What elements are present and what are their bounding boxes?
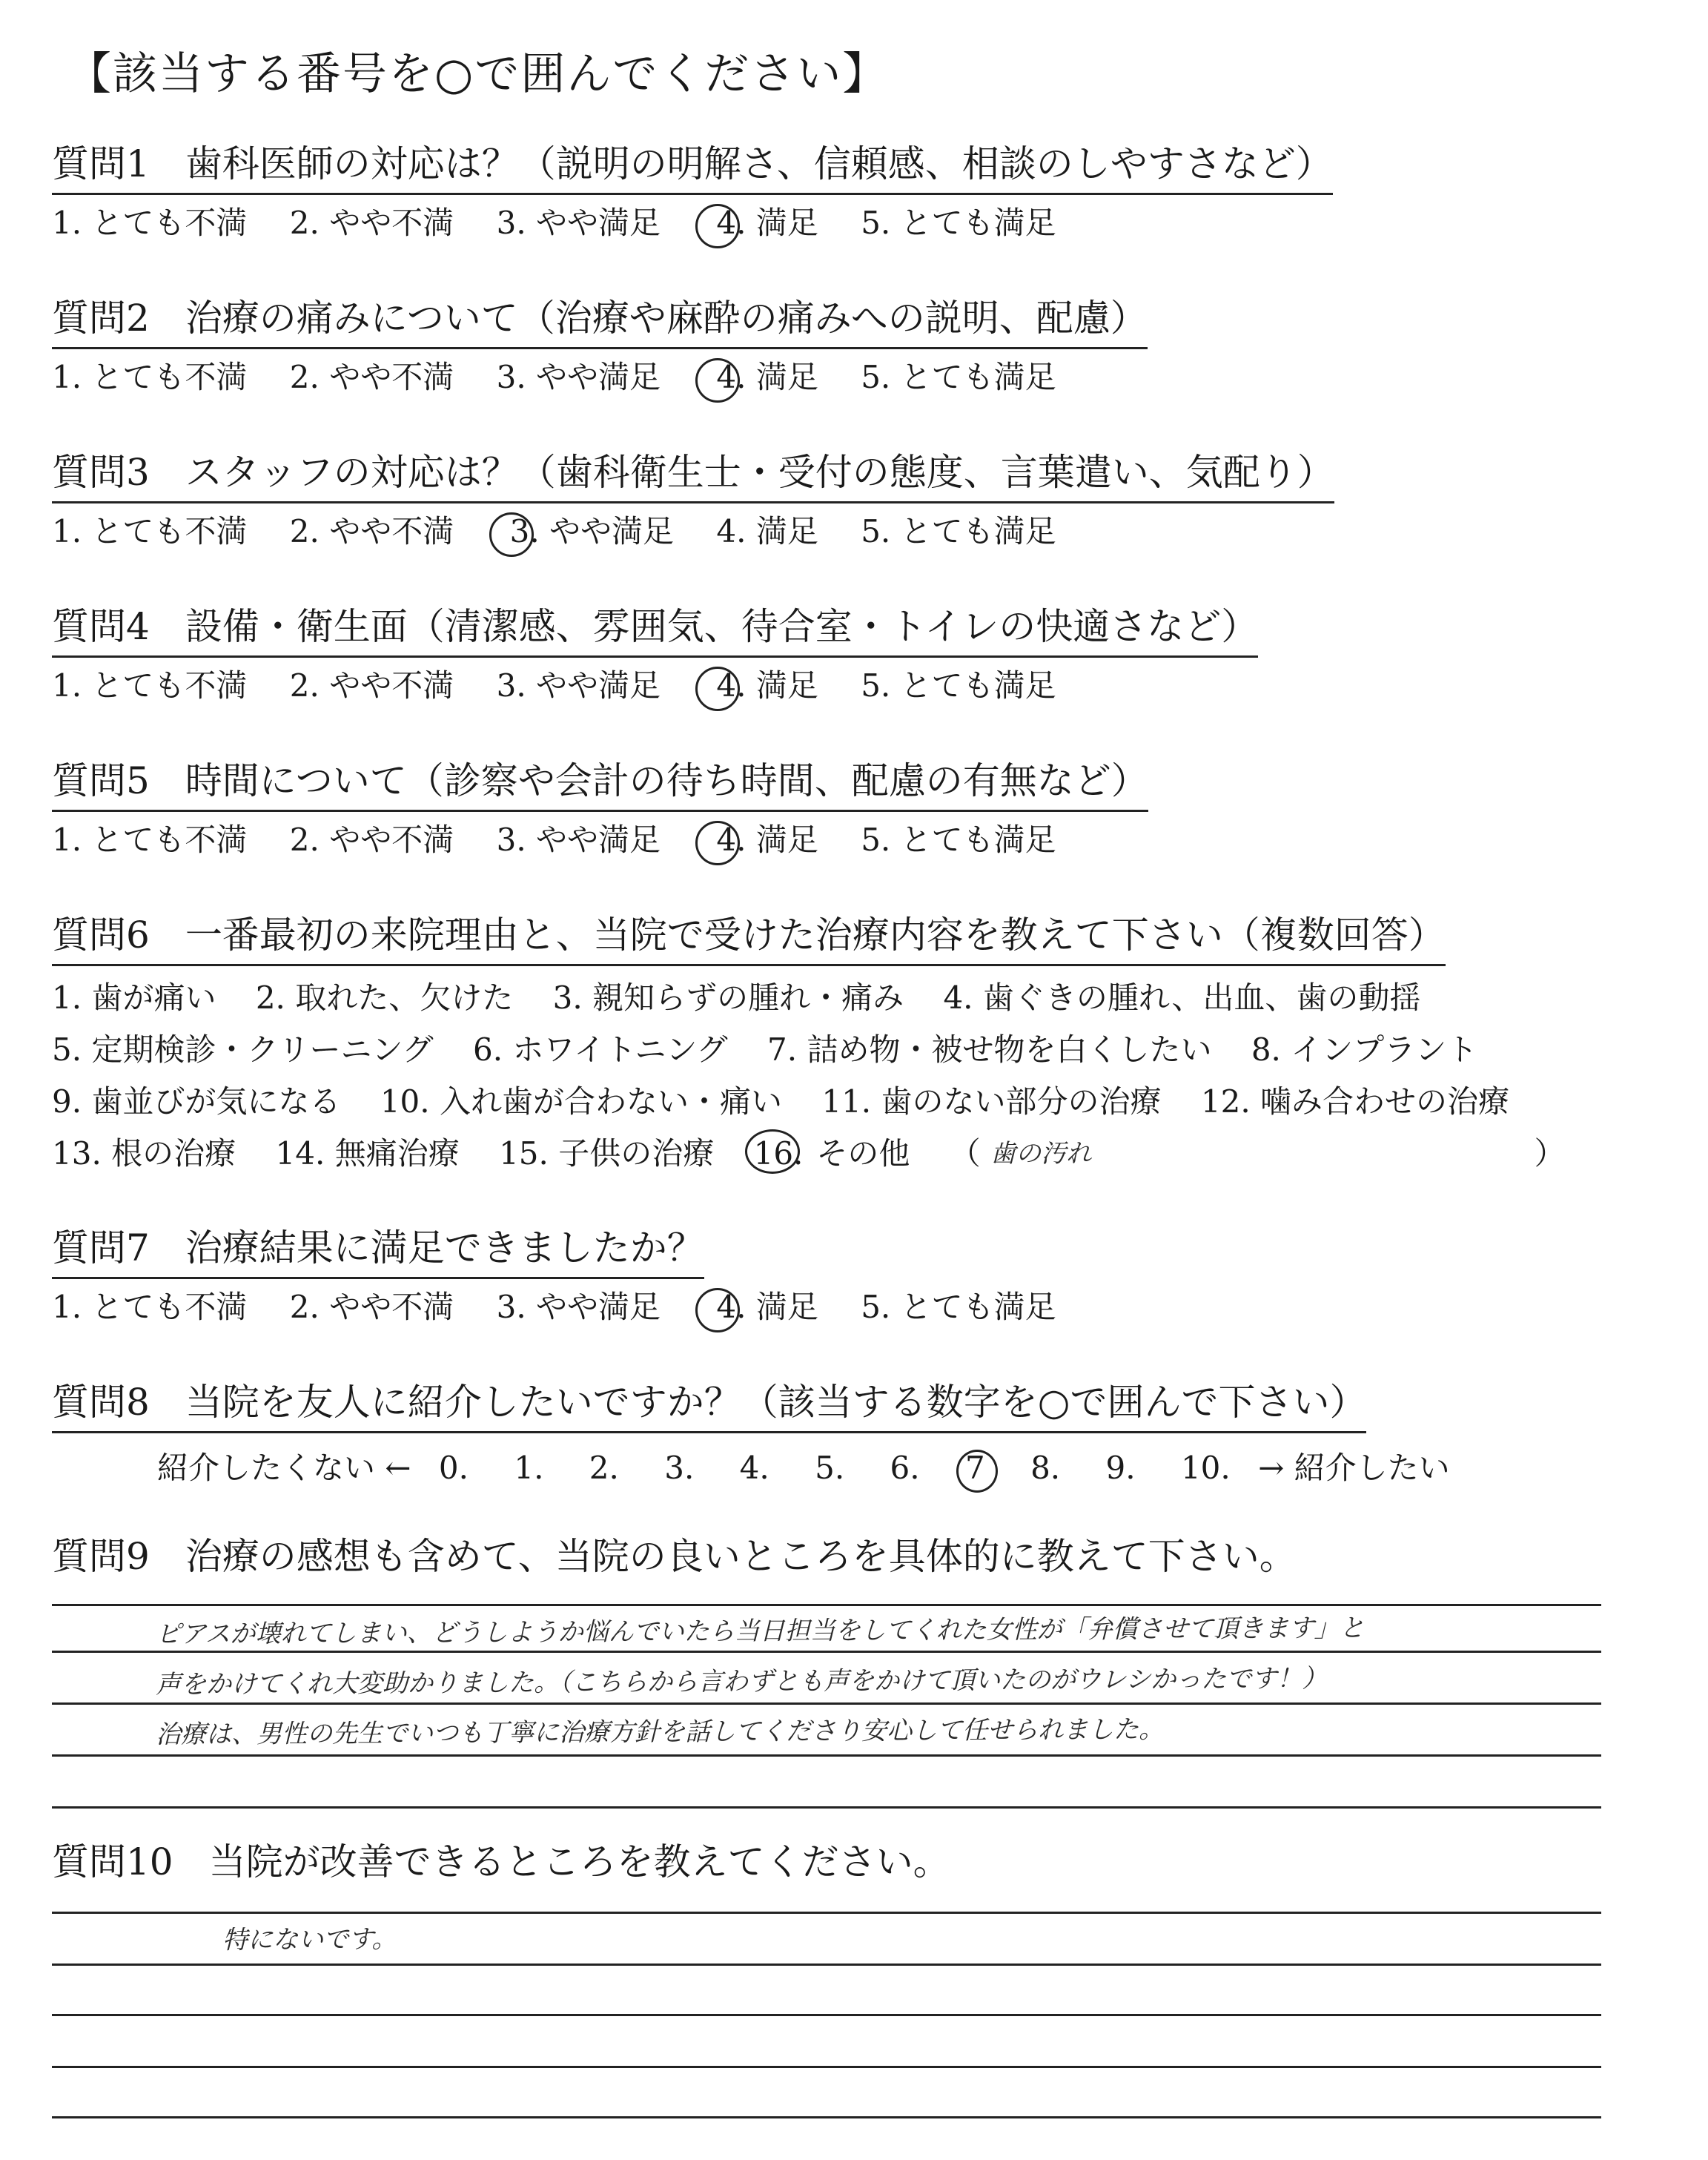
q2-option-2[interactable]: 2. やや不満 bbox=[289, 359, 454, 395]
question-7-options bbox=[52, 1287, 1089, 1328]
q8-point-6[interactable]: 6. bbox=[890, 1450, 920, 1486]
q4-option-5[interactable]: 5. とても満足 bbox=[861, 667, 1056, 704]
question-2-label: 質問2 bbox=[52, 297, 150, 340]
q6-option-7-number: 7. bbox=[767, 1031, 798, 1068]
q2-option-3[interactable]: 3. やや満足 bbox=[496, 359, 661, 395]
q9-answer-line-1[interactable]: ピアスが壊れてしまい、どうしようか悩んでいたら当日担当をしてくれた女性が「弁償させて頂きます」と bbox=[155, 1613, 1365, 1650]
q6-option-12-number: 12. bbox=[1200, 1083, 1251, 1120]
q6-option-12[interactable] bbox=[1201, 1076, 1509, 1128]
q6-option-5-text: 定期検診・クリーニング bbox=[91, 1031, 434, 1068]
q6-option-11-text: 歯のない部分の治療 bbox=[881, 1083, 1162, 1120]
q4-option-4-label: 4. 満足 bbox=[716, 667, 818, 704]
question-10-text: 当院が改善できるところを教えてください。 bbox=[208, 1840, 950, 1883]
q7-option-4-label: 4. 満足 bbox=[716, 1289, 818, 1325]
q8-point-10[interactable]: 10. bbox=[1180, 1450, 1231, 1486]
q4-option-4-selected[interactable] bbox=[703, 665, 818, 707]
question-10 bbox=[52, 1839, 950, 1891]
q7-option-4-selected[interactable] bbox=[703, 1287, 818, 1328]
q7-option-3[interactable]: 3. やや満足 bbox=[496, 1289, 661, 1325]
q6-option-10-text: 入れ歯が合わない・痛い bbox=[439, 1083, 782, 1120]
q5-option-5[interactable]: 5. とても満足 bbox=[861, 822, 1056, 858]
q1-option-2[interactable]: 2. やや不満 bbox=[289, 205, 454, 241]
question-2-text: 治療の痛みについて（治療や麻酔の痛みへの説明、配慮） bbox=[185, 297, 1148, 340]
q6-option-1[interactable] bbox=[52, 972, 216, 1024]
question-10-label: 質問10 bbox=[52, 1840, 173, 1883]
q9-answer-rule-1 bbox=[52, 1604, 1601, 1606]
q5-option-4-selected[interactable] bbox=[703, 819, 818, 861]
q8-point-7-selected[interactable]: 7 bbox=[964, 1450, 985, 1486]
q3-option-5[interactable]: 5. とても満足 bbox=[861, 513, 1056, 549]
q9-answer-rule-2 bbox=[52, 1651, 1601, 1653]
q1-option-4-label: 4. 満足 bbox=[716, 205, 818, 241]
other-open-paren: （ bbox=[949, 1135, 981, 1172]
question-7-title bbox=[52, 1225, 704, 1279]
q8-point-8[interactable]: 8. bbox=[1030, 1450, 1061, 1486]
q8-point-5[interactable]: 5. bbox=[815, 1450, 845, 1486]
question-5-label: 質問5 bbox=[52, 759, 150, 802]
question-1 bbox=[52, 141, 1333, 244]
q4-option-1[interactable]: 1. とても不満 bbox=[52, 667, 248, 704]
question-1-label: 質問1 bbox=[52, 142, 150, 185]
question-3-label: 質問3 bbox=[52, 451, 150, 494]
q3-option-4[interactable]: 4. 満足 bbox=[716, 513, 818, 549]
q6-option-5-number: 5. bbox=[52, 1031, 82, 1068]
question-4-text: 設備・衛生面（清潔感、雰囲気、待合室・トイレの快適さなど） bbox=[185, 605, 1259, 648]
q8-point-0[interactable]: 0. bbox=[438, 1450, 469, 1486]
question-1-options bbox=[52, 202, 1333, 244]
q6-option-6-text: ホワイトニング bbox=[512, 1031, 728, 1068]
question-9 bbox=[52, 1533, 1297, 1585]
q6-option-7-text: 詰め物・被せ物を白くしたい bbox=[807, 1031, 1212, 1068]
q3-option-3-label: 3. やや満足 bbox=[509, 513, 675, 549]
q6-option-7[interactable] bbox=[767, 1024, 1211, 1076]
q6-option-13[interactable] bbox=[52, 1128, 236, 1180]
q7-option-5[interactable]: 5. とても満足 bbox=[861, 1289, 1056, 1325]
q2-option-4-label: 4. 満足 bbox=[716, 359, 818, 395]
q1-option-5[interactable]: 5. とても満足 bbox=[861, 205, 1056, 241]
q10-answer-rule-3 bbox=[52, 2014, 1601, 2016]
question-6-options bbox=[52, 972, 1566, 1180]
q6-option-9[interactable] bbox=[52, 1076, 340, 1128]
q10-answer-rule-5 bbox=[52, 2116, 1601, 2118]
q6-option-16-text: その他 bbox=[816, 1135, 910, 1172]
q3-option-3-selected[interactable] bbox=[497, 511, 674, 552]
q6-option-9-number: 9. bbox=[52, 1083, 82, 1120]
q6-option-10-number: 10. bbox=[380, 1083, 430, 1120]
q6-row-4 bbox=[52, 1128, 1566, 1180]
q6-option-13-number: 13. bbox=[52, 1135, 102, 1172]
q9-answer-rule-4 bbox=[52, 1754, 1601, 1757]
question-7-label: 質問7 bbox=[52, 1226, 150, 1269]
q10-answer-rule-1 bbox=[52, 1912, 1601, 1914]
q6-option-10[interactable] bbox=[380, 1076, 782, 1128]
q6-option-8-number: 8. bbox=[1251, 1031, 1281, 1068]
q6-option-15-number: 15. bbox=[499, 1135, 549, 1172]
q5-option-3[interactable]: 3. やや満足 bbox=[496, 822, 661, 858]
q6-option-5[interactable] bbox=[52, 1024, 434, 1076]
q2-option-4-selected[interactable] bbox=[703, 357, 818, 398]
question-3-options bbox=[52, 511, 1334, 552]
q2-option-1[interactable]: 1. とても不満 bbox=[52, 359, 248, 395]
q6-other-answer[interactable]: 歯の汚れ bbox=[990, 1139, 1092, 1169]
q8-point-3[interactable]: 3. bbox=[664, 1450, 695, 1486]
q6-option-16-selected[interactable] bbox=[754, 1128, 910, 1180]
q3-option-2[interactable]: 2. やや不満 bbox=[289, 513, 454, 549]
question-8-text: 当院を友人に紹介したいですか？（該当する数字を○で囲んで下さい） bbox=[185, 1381, 1367, 1424]
q7-option-2[interactable]: 2. やや不満 bbox=[289, 1289, 454, 1325]
q1-option-4-selected[interactable] bbox=[703, 202, 818, 244]
question-9-text: 治療の感想も含めて、当院の良いところを具体的に教えて下さい。 bbox=[185, 1535, 1297, 1578]
q6-option-9-text: 歯並びが気になる bbox=[91, 1083, 341, 1120]
q6-option-3-text: 親知らずの腫れ・痛み bbox=[592, 980, 904, 1016]
question-3 bbox=[52, 449, 1334, 552]
q6-option-13-text: 根の治療 bbox=[111, 1135, 236, 1172]
question-6-title bbox=[52, 912, 1446, 966]
q6-option-11-number: 11. bbox=[821, 1083, 872, 1120]
q6-row-3 bbox=[52, 1076, 1566, 1128]
question-5-text: 時間について（診察や会計の待ち時間、配慮の有無など） bbox=[185, 759, 1148, 802]
q6-option-4-text: 歯ぐきの腫れ、出血、歯の動揺 bbox=[982, 980, 1421, 1016]
q6-row-1 bbox=[52, 972, 1566, 1024]
q9-answer-line-3[interactable]: 治療は、男性の先生でいつも丁寧に治療方針を話してくださり安心して任せられました。 bbox=[155, 1714, 1165, 1750]
q6-option-2[interactable] bbox=[256, 972, 513, 1024]
question-1-title bbox=[52, 141, 1333, 195]
question-4-title bbox=[52, 604, 1258, 658]
q6-option-15[interactable] bbox=[499, 1128, 714, 1180]
q9-answer-rule-3 bbox=[52, 1702, 1601, 1705]
q6-option-2-number: 2. bbox=[255, 980, 285, 1016]
question-2 bbox=[52, 295, 1148, 398]
q6-option-8-text: インプラント bbox=[1291, 1031, 1478, 1068]
q8-scale bbox=[52, 1444, 1450, 1488]
q6-option-14-text: 無痛治療 bbox=[334, 1135, 460, 1172]
q10-answer-line-1[interactable]: 特にないです。 bbox=[222, 1924, 397, 1955]
q1-option-3[interactable]: 3. やや満足 bbox=[496, 205, 661, 241]
question-3-text: スタッフの対応は？（歯科衛生士・受付の態度、言葉遣い、気配り） bbox=[185, 451, 1334, 494]
q5-option-4-label: 4. 満足 bbox=[716, 822, 818, 858]
question-9-title bbox=[52, 1533, 1297, 1585]
q8-point-1[interactable]: 1. bbox=[514, 1450, 544, 1486]
q10-answer-rule-4 bbox=[52, 2066, 1601, 2068]
q6-option-11[interactable] bbox=[821, 1076, 1161, 1128]
q1-option-1[interactable]: 1. とても不満 bbox=[52, 205, 248, 241]
question-10-title bbox=[52, 1839, 950, 1891]
q6-option-3[interactable] bbox=[553, 972, 904, 1024]
q6-option-16-number: 16. bbox=[753, 1135, 804, 1172]
q6-option-6-number: 6. bbox=[472, 1031, 503, 1068]
question-6-label: 質問6 bbox=[52, 914, 150, 957]
question-4-label: 質問4 bbox=[52, 605, 150, 648]
q8-right-label: → 紹介したい bbox=[1258, 1450, 1450, 1486]
q4-option-2[interactable]: 2. やや不満 bbox=[289, 667, 454, 704]
q6-option-15-text: 子供の治療 bbox=[558, 1135, 715, 1172]
q4-option-3[interactable]: 3. やや満足 bbox=[496, 667, 661, 704]
question-6 bbox=[52, 912, 1566, 1180]
q6-option-4[interactable] bbox=[943, 972, 1420, 1024]
instruction-heading: 【該当する番号を○で囲んでください】 bbox=[67, 48, 889, 100]
q6-option-2-text: 取れた、欠けた bbox=[295, 980, 514, 1016]
q8-point-9[interactable]: 9. bbox=[1105, 1450, 1136, 1486]
question-1-text: 歯科医師の対応は？（説明の明解さ、信頼感、相談のしやすさなど） bbox=[185, 142, 1333, 185]
question-4 bbox=[52, 604, 1258, 707]
question-5 bbox=[52, 758, 1148, 861]
question-9-label: 質問9 bbox=[52, 1535, 150, 1578]
question-2-title bbox=[52, 295, 1148, 349]
q3-option-1[interactable]: 1. とても不満 bbox=[52, 513, 248, 549]
q8-left-label: 紹介したくない ← bbox=[157, 1450, 411, 1486]
q9-answer-rule-5 bbox=[52, 1806, 1601, 1809]
q9-answer-line-2[interactable]: 声をかけてくれ大変助かりました。（こちらから言わずとも声をかけて頂いたのがウレシかったです！） bbox=[155, 1663, 1328, 1700]
question-4-options bbox=[52, 665, 1258, 707]
question-7-text: 治療結果に満足できましたか？ bbox=[185, 1226, 704, 1269]
q6-row-2 bbox=[52, 1024, 1566, 1076]
question-2-options bbox=[52, 357, 1148, 398]
q6-option-8[interactable] bbox=[1251, 1024, 1477, 1076]
question-8-title bbox=[52, 1379, 1366, 1433]
other-close-paren: ） bbox=[1534, 1135, 1566, 1172]
q6-option-3-number: 3. bbox=[552, 980, 583, 1016]
question-8-label: 質問8 bbox=[52, 1381, 150, 1424]
q6-option-6[interactable] bbox=[473, 1024, 728, 1076]
q5-option-2[interactable]: 2. やや不満 bbox=[289, 822, 454, 858]
q6-option-1-number: 1. bbox=[52, 980, 82, 1016]
question-3-title bbox=[52, 449, 1334, 503]
q7-option-1[interactable]: 1. とても不満 bbox=[52, 1289, 248, 1325]
q6-option-12-text: 噛み合わせの治療 bbox=[1260, 1083, 1510, 1120]
q6-option-4-number: 4. bbox=[943, 980, 973, 1016]
question-6-text: 一番最初の来院理由と、当院で受けた治療内容を教えて下さい（複数回答） bbox=[185, 914, 1446, 957]
q2-option-5[interactable]: 5. とても満足 bbox=[861, 359, 1056, 395]
q8-point-2[interactable]: 2. bbox=[589, 1450, 619, 1486]
q6-option-1-text: 歯が痛い bbox=[91, 980, 216, 1016]
q6-option-14[interactable] bbox=[276, 1128, 460, 1180]
question-8 bbox=[52, 1379, 1450, 1488]
q8-point-4[interactable]: 4. bbox=[739, 1450, 769, 1486]
q6-option-14-number: 14. bbox=[275, 1135, 325, 1172]
q10-answer-rule-2 bbox=[52, 1964, 1601, 1966]
question-5-options bbox=[52, 819, 1148, 861]
question-5-title bbox=[52, 758, 1148, 812]
q5-option-1[interactable]: 1. とても不満 bbox=[52, 822, 248, 858]
question-7 bbox=[52, 1225, 1089, 1328]
